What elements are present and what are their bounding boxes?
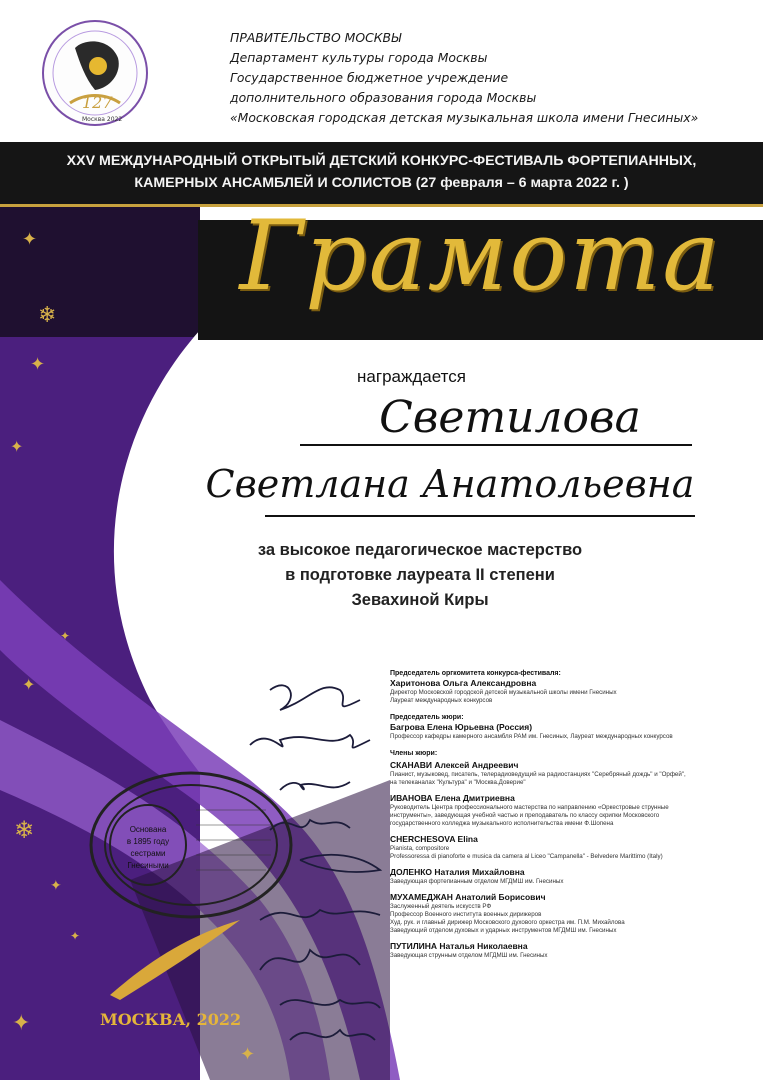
seal-text: сестрами — [130, 849, 166, 858]
svg-text:✦: ✦ — [22, 675, 36, 694]
logo-caption: 127 — [82, 93, 113, 112]
svg-text:✦: ✦ — [70, 929, 81, 943]
svg-text:❄: ❄ — [38, 303, 57, 328]
award-label: награждается — [357, 367, 466, 386]
jury-desc: Professoressa di pianoforte e musica da camera al Liceo "Campanella" - Belvedere Marittimo (Italy) — [390, 853, 663, 860]
logo-subtitle: Москва 2022 — [82, 116, 123, 123]
jury-role: Члены жюри: — [390, 750, 438, 757]
jury-desc: Лауреат международных конкурсов — [390, 697, 493, 704]
recipient-surname: Светилова — [379, 392, 641, 443]
gov-line: «Московская городская детская музыкальная школа имени Гнесиных» — [230, 110, 699, 125]
event-banner-text — [20, 150, 743, 194]
jury-member — [390, 867, 750, 886]
jury-desc: Худ. рук. и главный дирижер Московского духового оркестра им. П.М. Михайлова — [390, 919, 625, 926]
jury-member — [390, 793, 750, 828]
seal-text: Основана — [129, 825, 167, 834]
jury-member — [390, 892, 750, 935]
svg-text:✦: ✦ — [10, 437, 24, 456]
svg-text:❄: ❄ — [14, 816, 35, 844]
jury-desc: Заведующий отделом духовых и ударных инструментов МГДМШ им. Гнесиных — [390, 927, 617, 934]
svg-text:✦: ✦ — [12, 1011, 31, 1036]
banner-line-1: XXV МЕЖДУНАРОДНЫЙ ОТКРЫТЫЙ ДЕТСКИЙ КОНКУРС-ФЕСТИВАЛЬ ФОРТЕПИАННЫХ, — [66, 153, 697, 169]
svg-text:✦: ✦ — [60, 629, 71, 643]
jury-list — [390, 664, 750, 960]
seal-text: Гнесиными — [127, 861, 169, 870]
official-seal — [86, 770, 296, 920]
jury-name: ПУТИЛИНА Наталья Николаевна — [390, 941, 528, 951]
jury-desc: Руководитель Центра профессионального мастерства по направлению «Оркестровые струнные — [390, 804, 669, 811]
jury-name: ИВАНОВА Елена Дмитриевна — [390, 793, 515, 803]
svg-text:✦: ✦ — [50, 878, 62, 894]
jury-desc: Директор Московской городской детской музыкальной школы имени Гнесиных — [390, 689, 617, 696]
jury-desc: Заслуженный деятель искусств РФ — [390, 903, 492, 910]
svg-text:✦: ✦ — [22, 229, 38, 250]
jury-desc: Заведующая струнным отделом МГДМШ им. Гнесиных — [390, 952, 548, 959]
award-reason — [180, 538, 660, 613]
jury-desc: Пианист, музыковед, писатель, телерадиоведущий на радиостанциях "Серебряный дождь" и "Орфей", — [390, 771, 686, 778]
jury-name: ДОЛЕНКО Наталия Михайловна — [390, 867, 525, 877]
gov-line: Государственное бюджетное учреждение — [230, 70, 509, 85]
svg-text:✦: ✦ — [240, 1044, 256, 1065]
given-name-underline — [265, 515, 695, 517]
banner-line-2: КАМЕРНЫХ АНСАМБЛЕЙ И СОЛИСТОВ (27 февраля – 6 марта 2022 г. ) — [134, 175, 629, 191]
jury-member — [390, 760, 750, 787]
surname-underline — [300, 444, 692, 446]
jury-name: Багрова Елена Юрьевна (Россия) — [390, 722, 533, 732]
recipient-given-name: Светлана Анатольевна — [205, 462, 695, 506]
certificate-title: Грамота — [239, 200, 722, 312]
jury-name: МУХАМЕДЖАН Анатолий Борисович — [390, 892, 546, 902]
jury-desc: Профессор Военного института военных дирижеров — [390, 911, 542, 918]
reason-line: Зевахиной Киры — [351, 591, 489, 609]
jury-desc: инструменты», заведующая учебной частью и преподаватель по классу скрипки Московского — [390, 812, 660, 819]
reason-line: в подготовке лауреата II степени — [285, 566, 555, 584]
svg-text:✦: ✦ — [30, 354, 46, 375]
school-logo — [40, 18, 150, 128]
city-year: МОСКВА, 2022 — [100, 1010, 242, 1029]
gov-line: Департамент культуры города Москвы — [230, 50, 488, 65]
jury-role: Председатель оргкомитета конкурса-фестиваля: — [390, 670, 561, 677]
seal-text: в 1895 году — [126, 837, 170, 846]
reason-line: за высокое педагогическое мастерство — [257, 541, 583, 559]
jury-name: Харитонова Ольга Александровна — [390, 678, 537, 688]
gov-line: дополнительного образования города Москвы — [230, 90, 537, 105]
jury-member — [390, 834, 750, 861]
jury-desc: Заведующая фортепианным отделом МГДМШ им. Гнесиных — [390, 878, 564, 885]
jury-member — [390, 941, 750, 960]
jury-desc: государственного колледжа музыкального исполнительства имени Ф.Шопена — [390, 820, 614, 827]
jury-role: Председатель жюри: — [390, 714, 464, 721]
jury-name: CHERCHESOVA Elina — [390, 834, 478, 844]
gov-line: ПРАВИТЕЛЬСТВО МОСКВЫ — [230, 30, 402, 45]
jury-name: СКАНАВИ Алексей Андреевич — [390, 760, 519, 770]
jury-desc: на телеканалах "Культура" и "Москва.Доверие" — [390, 779, 526, 786]
jury-desc: Профессор кафедры камерного ансамбля РАМ им. Гнесиных, Лауреат международных конкурсов — [390, 733, 673, 740]
government-header — [230, 28, 698, 128]
jury-desc: Pianista, compositore — [390, 845, 450, 852]
